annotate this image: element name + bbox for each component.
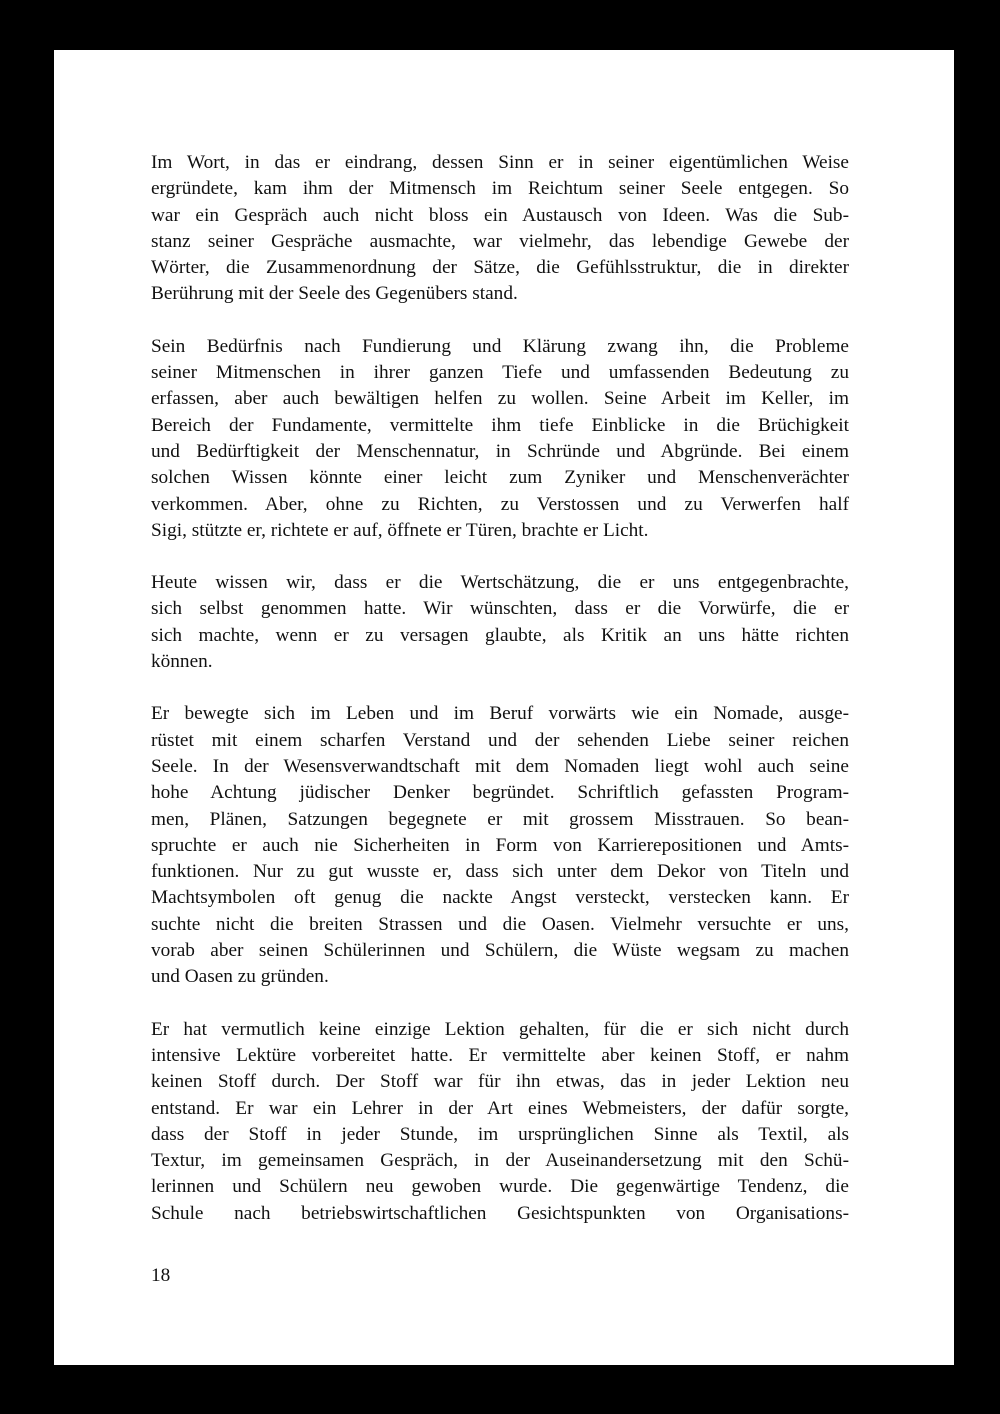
text-line: funktionen. Nur zu gut wusste er, dass sich unter dem Dekor von Titeln und: [151, 861, 849, 883]
text-line: sich selbst genommen hatte. Wir wünschten, dass er die Vorwürfe, die er: [151, 598, 849, 620]
text-line: rüstet mit einem scharfen Verstand und der sehenden Liebe seiner reichen: [151, 729, 849, 751]
text-line: lerinnen und Schülern neu gewoben wurde. Die gegenwärtige Tendenz, die: [151, 1176, 849, 1198]
text-line: dass der Stoff in jeder Stunde, im ursprünglichen Sinne als Textil, als: [151, 1123, 849, 1145]
paragraph-4: [151, 701, 849, 990]
text-line: ergründete, kam ihm der Mitmensch im Reichtum seiner Seele entgegen. So: [151, 178, 849, 200]
text-line: Bereich der Fundamente, vermittelte ihm tiefe Einblicke in die Brüchigkeit: [151, 414, 849, 436]
text-line: entstand. Er war ein Lehrer in der Art eines Webmeisters, der dafür sorgte,: [151, 1097, 849, 1119]
text-line: und Bedürftigkeit der Menschennatur, in Schründe und Abgründe. Bei einem: [151, 440, 849, 462]
text-line: Schule nach betriebswirtschaftlichen Gesichtspunkten von Organisations-: [151, 1202, 849, 1224]
text-line: Berührung mit der Seele des Gegenübers stand.: [151, 283, 518, 305]
paragraph-1: [151, 150, 849, 308]
text-line: Heute wissen wir, dass er die Wertschätzung, die er uns entgegenbrachte,: [151, 572, 849, 594]
text-line: stanz seiner Gespräche ausmachte, war vielmehr, das lebendige Gewebe der: [151, 230, 849, 252]
text-line: Seele. In der Wesensverwandtschaft mit dem Nomaden liegt wohl auch seine: [151, 755, 849, 777]
text-line: Im Wort, in das er eindrang, dessen Sinn er in seiner eigentümlichen Weise: [151, 152, 849, 173]
text-line: war ein Gespräch auch nicht bloss ein Austausch von Ideen. Was die Sub-: [151, 204, 849, 226]
text-line: intensive Lektüre vorbereitet hatte. Er vermittelte aber keinen Stoff, er nahm: [151, 1044, 849, 1066]
text-line: keinen Stoff durch. Der Stoff war für ihn etwas, das in jeder Lektion neu: [151, 1071, 849, 1093]
text-line: Wörter, die Zusammenordnung der Sätze, die Gefühlsstruktur, die in direkter: [151, 257, 849, 279]
text-line: spruchte er auch nie Sicherheiten in Form von Karrierepositionen und Amts-: [151, 834, 849, 856]
text-line: und Oasen zu gründen.: [151, 966, 329, 988]
text-line: solchen Wissen könnte einer leicht zum Zyniker und Menschenverächter: [151, 467, 849, 489]
paragraph-5: [151, 1017, 849, 1227]
document-page: [54, 50, 954, 1365]
text-line: sich machte, wenn er zu versagen glaubte, als Kritik an uns hätte richten: [151, 624, 849, 646]
text-line: Er hat vermutlich keine einzige Lektion gehalten, für die er sich nicht durch: [151, 1018, 849, 1040]
text-line: verkommen. Aber, ohne zu Richten, zu Verstossen und zu Verwerfen half: [151, 493, 849, 515]
paragraph-3: [151, 570, 849, 675]
page-number: 18: [151, 1265, 171, 1286]
text-line: seiner Mitmenschen in ihrer ganzen Tiefe und umfassenden Bedeutung zu: [151, 362, 849, 384]
text-line: können.: [151, 651, 213, 673]
body-text: [151, 150, 849, 1253]
text-line: suchte nicht die breiten Strassen und die Oasen. Vielmehr versuchte er uns,: [151, 913, 849, 935]
text-line: vorab aber seinen Schülerinnen und Schülern, die Wüste wegsam zu machen: [151, 940, 849, 962]
text-line: Textur, im gemeinsamen Gespräch, in der Auseinandersetzung mit den Schü-: [151, 1150, 849, 1172]
paragraph-2: [151, 334, 849, 544]
text-line: Er bewegte sich im Leben und im Beruf vorwärts wie ein Nomade, ausge-: [151, 703, 849, 725]
text-line: Sein Bedürfnis nach Fundierung und Klärung zwang ihn, die Probleme: [151, 335, 849, 357]
text-line: Machtsymbolen oft genug die nackte Angst versteckt, verstecken kann. Er: [151, 887, 849, 909]
text-line: Sigi, stützte er, richtete er auf, öffnete er Türen, brachte er Licht.: [151, 519, 649, 541]
text-line: erfassen, aber auch bewältigen helfen zu wollen. Seine Arbeit im Keller, im: [151, 388, 849, 410]
text-line: hohe Achtung jüdischer Denker begründet. Schriftlich gefassten Program-: [151, 782, 849, 804]
text-line: men, Plänen, Satzungen begegnete er mit grossem Misstrauen. So bean-: [151, 808, 849, 830]
